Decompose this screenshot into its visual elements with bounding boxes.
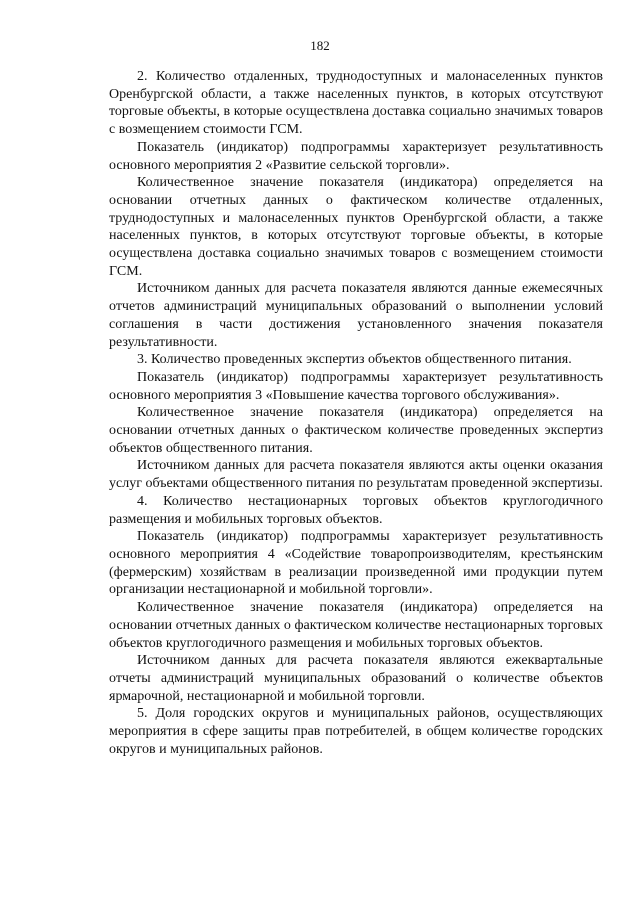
paragraph-indicator-2-title: 2. Количество отдаленных, труднодоступных и малонаселенных пунктов Оренбургской области, а также населенных пунктов, в которых отсутствуют торговые объекты, в которые осуществлена доставка социально значимых товаров с возмещением стоимости ГСМ. — [109, 69, 603, 138]
paragraph-indicator-3-description: Показатель (индикатор) подпрограммы характеризует результативность основного мероприятия 3 «Повышение качества торгового обслуживания». — [109, 369, 603, 403]
paragraph-indicator-4-title: 4. Количество нестационарных торговых объектов круглогодичного размещения и мобильных торговых объектов. — [109, 493, 603, 527]
paragraph-indicator-4-value: Количественное значение показателя (индикатора) определяется на основании отчетных данных о фактическом количестве нестационарных торговых объектов круглогодичного размещения и мобильных торговых объектов. — [109, 600, 603, 651]
paragraph-indicator-4-description: Показатель (индикатор) подпрограммы характеризует результативность основного мероприятия 4 «Содействие товаропроизводителям, крестьянским (фермерским) хозяйствам в реализации произведенной ими продукции путем организации нестационарной и мобильной торговли». — [109, 529, 603, 598]
page-number: 182 — [310, 38, 330, 53]
paragraph-indicator-2-value: Количественное значение показателя (индикатора) определяется на основании отчетных данных о фактическом количестве отдаленных, труднодоступных и малонаселенных пунктов Оренбургской области, а также населенных пунктов, в которых отсутствуют торговые объекты, в которые осуществлена доставка социально значимых товаров с возмещением стоимости ГСМ. — [109, 175, 603, 279]
paragraph-indicator-4-source: Источником данных для расчета показателя являются ежеквартальные отчеты администраций муниципальных образований о количестве объектов ярмарочной, нестационарной и мобильной торговли. — [109, 653, 603, 704]
paragraph-indicator-3-source: Источником данных для расчета показателя являются акты оценки оказания услуг объектами общественного питания по результатам проведенной экспертизы. — [109, 458, 603, 492]
paragraph-indicator-2-source: Источником данных для расчета показателя являются данные ежемесячных отчетов администраций муниципальных образований о выполнении условий соглашения в части достижения установленного значения показателя результативности. — [109, 281, 603, 350]
paragraph-indicator-3-value: Количественное значение показателя (индикатора) определяется на основании отчетных данных о фактическом количестве проведенных экспертиз объектов общественного питания. — [109, 405, 603, 456]
paragraph-indicator-3-title: 3. Количество проведенных экспертиз объектов общественного питания. — [137, 352, 572, 368]
paragraph-indicator-2-description: Показатель (индикатор) подпрограммы характеризует результативность основного мероприятия 2 «Развитие сельской торговли». — [109, 139, 603, 173]
paragraph-indicator-5-title: 5. Доля городских округов и муниципальных районов, осуществляющих мероприятия в сфере защиты прав потребителей, в общем количестве городских округов и муниципальных районов. — [109, 706, 603, 757]
document-body — [109, 68, 603, 758]
